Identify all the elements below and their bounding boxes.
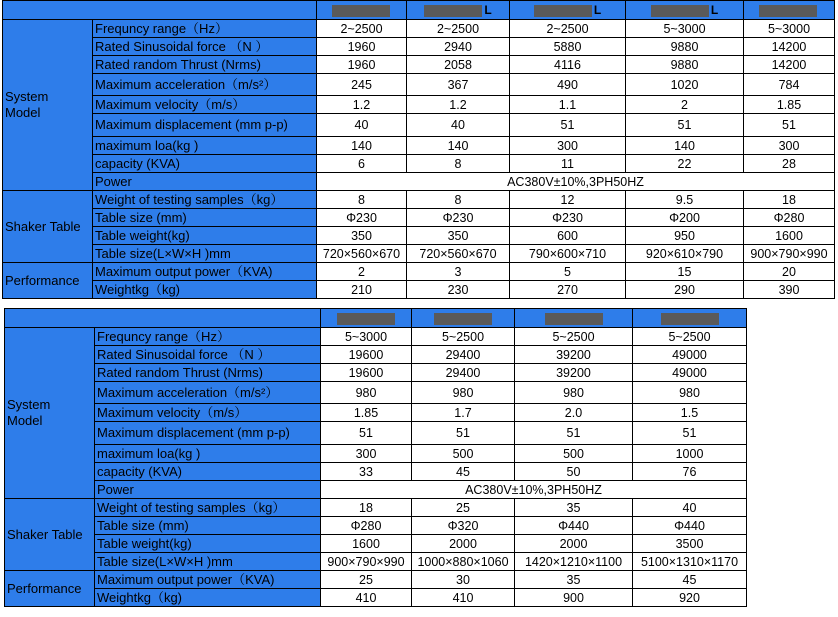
spec-label: Maximum acceleration（m/s²） xyxy=(95,382,321,404)
spec-value: 25 xyxy=(321,571,412,589)
spec-row xyxy=(3,155,835,173)
spec-label: Rated Sinusoidal force （N ） xyxy=(95,346,321,364)
spec-value: 1960 xyxy=(317,56,407,74)
spec-value: 51 xyxy=(626,114,744,137)
spec-value: 5 xyxy=(510,263,626,281)
spec-label: maximum loa(kg ) xyxy=(95,445,321,463)
spec-value: 5~2500 xyxy=(412,328,515,346)
spec-value: 1960 xyxy=(317,38,407,56)
spec-value: 2000 xyxy=(515,535,633,553)
spec-value: 980 xyxy=(412,382,515,404)
spec-label: Weightkg（kg) xyxy=(95,589,321,607)
model-header-cell xyxy=(515,309,633,328)
spec-value: Φ200 xyxy=(626,209,744,227)
spec-value: 2~2500 xyxy=(317,20,407,38)
redacted-model-name xyxy=(534,5,592,17)
spec-value: 900 xyxy=(515,589,633,607)
model-header-cell: L xyxy=(510,1,626,20)
spec-label: Table size (mm) xyxy=(93,209,317,227)
spec-value: 18 xyxy=(744,191,835,209)
spec-value: 980 xyxy=(633,382,747,404)
spec-value: 1.85 xyxy=(744,96,835,114)
spec-row xyxy=(3,137,835,155)
spec-value: 5~2500 xyxy=(633,328,747,346)
group-label-shaker-table: Shaker Table xyxy=(3,191,93,263)
spec-value: 76 xyxy=(633,463,747,481)
spec-value: 50 xyxy=(515,463,633,481)
spec-value: 3 xyxy=(407,263,510,281)
spec-value: 9880 xyxy=(626,56,744,74)
spec-value: 1000 xyxy=(633,445,747,463)
spec-value: 980 xyxy=(321,382,412,404)
spec-label: Frequncy range（Hz） xyxy=(95,328,321,346)
spec-value: 40 xyxy=(633,499,747,517)
spec-value: 35 xyxy=(515,499,633,517)
spec-label: Table size(L×W×H )mm xyxy=(95,553,321,571)
spec-label: Rated Sinusoidal force （N ） xyxy=(93,38,317,56)
spec-value: 5880 xyxy=(510,38,626,56)
redacted-model-name xyxy=(661,313,719,325)
spec-value: 500 xyxy=(412,445,515,463)
spec-row xyxy=(5,535,747,553)
spec-label: Table size (mm) xyxy=(95,517,321,535)
spec-label: Maximum displacement (mm p-p) xyxy=(93,114,317,137)
spec-value: 40 xyxy=(407,114,510,137)
spec-value: 1600 xyxy=(744,227,835,245)
spec-label: Table weight(kg) xyxy=(95,535,321,553)
model-header-cell: L xyxy=(407,1,510,20)
spec-row xyxy=(3,114,835,137)
spec-label: Maximum velocity（m/s） xyxy=(95,404,321,422)
group-label-performance: Performance xyxy=(5,571,95,607)
spec-table-2 xyxy=(4,308,747,607)
spec-value: 950 xyxy=(626,227,744,245)
spec-row xyxy=(3,227,835,245)
spec-value: 1000×880×1060 xyxy=(412,553,515,571)
spec-row xyxy=(3,38,835,56)
spec-row xyxy=(5,404,747,422)
spec-value: 245 xyxy=(317,74,407,96)
spec-value: 2~2500 xyxy=(407,20,510,38)
spec-value: 3500 xyxy=(633,535,747,553)
redacted-model-name xyxy=(759,5,817,17)
spec-value: 2.0 xyxy=(515,404,633,422)
spec-value: 230 xyxy=(407,281,510,299)
spec-row xyxy=(5,422,747,445)
spec-value: 784 xyxy=(744,74,835,96)
spec-row xyxy=(5,463,747,481)
power-label: Power xyxy=(93,173,317,191)
spec-row xyxy=(5,346,747,364)
spec-value: 29400 xyxy=(412,346,515,364)
spec-row xyxy=(3,96,835,114)
spec-label: capacity (KVA) xyxy=(93,155,317,173)
spec-row xyxy=(3,20,835,38)
spec-value: 51 xyxy=(321,422,412,445)
spec-value: 25 xyxy=(412,499,515,517)
spec-value: 300 xyxy=(744,137,835,155)
spec-label: Weight of testing samples（kg） xyxy=(93,191,317,209)
spec-row xyxy=(5,328,747,346)
spec-label: Frequncy range（Hz） xyxy=(93,20,317,38)
spec-value: 1.7 xyxy=(412,404,515,422)
spec-value: 49000 xyxy=(633,346,747,364)
power-row xyxy=(5,481,747,499)
spec-value: 2000 xyxy=(412,535,515,553)
spec-value: 51 xyxy=(510,114,626,137)
spec-value: Φ440 xyxy=(515,517,633,535)
spec-value: 790×600×710 xyxy=(510,245,626,263)
spec-table-1 xyxy=(2,0,835,299)
spec-value: 1.85 xyxy=(321,404,412,422)
spec-value: 8 xyxy=(407,155,510,173)
spec-row xyxy=(5,382,747,404)
model-header-row xyxy=(3,1,835,20)
spec-value: Φ320 xyxy=(412,517,515,535)
spec-row xyxy=(3,281,835,299)
spec-value: 8 xyxy=(317,191,407,209)
spec-value: 5~2500 xyxy=(515,328,633,346)
spec-value: 1.2 xyxy=(317,96,407,114)
header-blank-cell xyxy=(5,309,321,328)
spec-value: 1020 xyxy=(626,74,744,96)
spec-value: 720×560×670 xyxy=(317,245,407,263)
spec-value: 45 xyxy=(412,463,515,481)
spec-row xyxy=(3,56,835,74)
spec-value: 20 xyxy=(744,263,835,281)
spec-label: Weightkg（kg) xyxy=(93,281,317,299)
spec-value: 51 xyxy=(412,422,515,445)
spec-value: 900×790×990 xyxy=(321,553,412,571)
spec-value: 1600 xyxy=(321,535,412,553)
spec-label: Rated random Thrust (Nrms) xyxy=(95,364,321,382)
spec-label: Rated random Thrust (Nrms) xyxy=(93,56,317,74)
spec-value: 5~3000 xyxy=(626,20,744,38)
spec-row xyxy=(5,553,747,571)
spec-value: 350 xyxy=(317,227,407,245)
spec-value: Φ280 xyxy=(321,517,412,535)
spec-value: 28 xyxy=(744,155,835,173)
spec-value: Φ440 xyxy=(633,517,747,535)
spec-value: 2 xyxy=(626,96,744,114)
redacted-model-name xyxy=(651,5,709,17)
spec-label: Maximum output power（KVA) xyxy=(93,263,317,281)
spec-row xyxy=(5,364,747,382)
spec-value: 18 xyxy=(321,499,412,517)
spec-value: 410 xyxy=(321,589,412,607)
spec-value: 4116 xyxy=(510,56,626,74)
spec-value: 720×560×670 xyxy=(407,245,510,263)
spec-label: maximum loa(kg ) xyxy=(93,137,317,155)
spec-value: 1.1 xyxy=(510,96,626,114)
spec-value: 300 xyxy=(321,445,412,463)
spec-row xyxy=(5,571,747,589)
spec-value: 39200 xyxy=(515,364,633,382)
group-label-text: System Model xyxy=(5,89,49,120)
redacted-model-name xyxy=(332,5,390,17)
spec-label: Maximum velocity（m/s） xyxy=(93,96,317,114)
spec-value: 2940 xyxy=(407,38,510,56)
spec-value: 30 xyxy=(412,571,515,589)
spec-value: 39200 xyxy=(515,346,633,364)
group-label-text: System Model xyxy=(7,397,51,428)
redacted-model-name xyxy=(337,313,395,325)
spec-value: 350 xyxy=(407,227,510,245)
spec-value: 15 xyxy=(626,263,744,281)
spec-table-2-body xyxy=(5,309,747,607)
spec-value: Φ230 xyxy=(317,209,407,227)
spec-value: 9.5 xyxy=(626,191,744,209)
spec-value: 367 xyxy=(407,74,510,96)
spec-row xyxy=(5,499,747,517)
spec-value: 19600 xyxy=(321,364,412,382)
redacted-model-name xyxy=(434,313,492,325)
spec-value: 300 xyxy=(510,137,626,155)
spec-label: Maximum output power（KVA) xyxy=(95,571,321,589)
spec-row xyxy=(3,209,835,227)
spec-value: 290 xyxy=(626,281,744,299)
group-label-system-model xyxy=(5,328,95,499)
power-row xyxy=(3,173,835,191)
spec-value: 490 xyxy=(510,74,626,96)
spec-row xyxy=(5,517,747,535)
spec-value: 5~3000 xyxy=(321,328,412,346)
spec-value: 140 xyxy=(407,137,510,155)
spec-value: 140 xyxy=(317,137,407,155)
spec-label: Maximum displacement (mm p-p) xyxy=(95,422,321,445)
spec-value: 49000 xyxy=(633,364,747,382)
power-label: Power xyxy=(95,481,321,499)
spec-value: 2058 xyxy=(407,56,510,74)
spec-value: 500 xyxy=(515,445,633,463)
group-label-performance: Performance xyxy=(3,263,93,299)
spec-value: 5~3000 xyxy=(744,20,835,38)
model-header-cell xyxy=(412,309,515,328)
spec-value: 1420×1210×1100 xyxy=(515,553,633,571)
spec-row xyxy=(5,589,747,607)
spec-label: Table size(L×W×H )mm xyxy=(93,245,317,263)
redacted-model-name xyxy=(424,5,482,17)
spec-value: 2~2500 xyxy=(510,20,626,38)
spec-value: 11 xyxy=(510,155,626,173)
spec-value: 2 xyxy=(317,263,407,281)
spec-row xyxy=(5,445,747,463)
spec-value: 51 xyxy=(515,422,633,445)
spec-value: 51 xyxy=(744,114,835,137)
group-label-system-model xyxy=(3,20,93,191)
spec-value: 5100×1310×1170 xyxy=(633,553,747,571)
spec-value: Φ280 xyxy=(744,209,835,227)
spec-value: 29400 xyxy=(412,364,515,382)
header-blank-cell xyxy=(3,1,317,20)
power-value: AC380V±10%,3PH50HZ xyxy=(317,173,835,191)
power-value: AC380V±10%,3PH50HZ xyxy=(321,481,747,499)
spec-value: 14200 xyxy=(744,38,835,56)
spec-value: 33 xyxy=(321,463,412,481)
model-header-cell xyxy=(744,1,835,20)
spec-value: 51 xyxy=(633,422,747,445)
spec-value: 35 xyxy=(515,571,633,589)
spec-value: 210 xyxy=(317,281,407,299)
spec-value: 22 xyxy=(626,155,744,173)
model-header-cell xyxy=(321,309,412,328)
spec-value: 45 xyxy=(633,571,747,589)
spec-value: 600 xyxy=(510,227,626,245)
spec-value: 40 xyxy=(317,114,407,137)
spec-value: 390 xyxy=(744,281,835,299)
spec-value: 920 xyxy=(633,589,747,607)
spec-value: 19600 xyxy=(321,346,412,364)
spec-value: 920×610×790 xyxy=(626,245,744,263)
spec-row xyxy=(3,74,835,96)
spec-value: Φ230 xyxy=(407,209,510,227)
spec-value: 14200 xyxy=(744,56,835,74)
spec-label: Table weight(kg) xyxy=(93,227,317,245)
spec-row xyxy=(3,263,835,281)
spec-value: 980 xyxy=(515,382,633,404)
redacted-model-name xyxy=(545,313,603,325)
spec-value: Φ230 xyxy=(510,209,626,227)
model-header-cell xyxy=(317,1,407,20)
spec-value: 1.2 xyxy=(407,96,510,114)
spec-value: 9880 xyxy=(626,38,744,56)
model-header-cell: L xyxy=(626,1,744,20)
model-header-row xyxy=(5,309,747,328)
model-header-cell xyxy=(633,309,747,328)
spec-value: 270 xyxy=(510,281,626,299)
spec-value: 410 xyxy=(412,589,515,607)
spec-row xyxy=(3,245,835,263)
spec-label: Maximum acceleration（m/s²） xyxy=(93,74,317,96)
spec-value: 1.5 xyxy=(633,404,747,422)
spec-label: Weight of testing samples（kg） xyxy=(95,499,321,517)
spec-value: 6 xyxy=(317,155,407,173)
spec-table-1-body xyxy=(3,1,835,299)
spec-value: 140 xyxy=(626,137,744,155)
spec-value: 900×790×990 xyxy=(744,245,835,263)
spec-value: 12 xyxy=(510,191,626,209)
spec-value: 8 xyxy=(407,191,510,209)
spec-row xyxy=(3,191,835,209)
spec-label: capacity (KVA) xyxy=(95,463,321,481)
group-label-shaker-table: Shaker Table xyxy=(5,499,95,571)
